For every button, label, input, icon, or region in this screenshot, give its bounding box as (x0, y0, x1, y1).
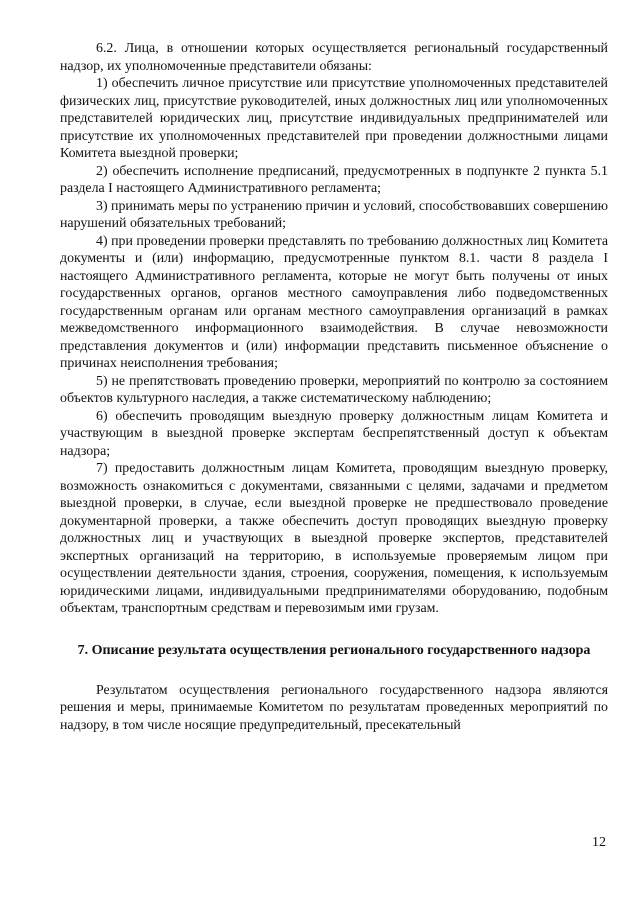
list-item-1: 1) обеспечить личное присутствие или присутствие уполномоченных представителей физических лиц, присутствие руководителей, иных должностных лиц или уполномоченных представителей юридических лиц, присутствие индивидуальных предпринимателей или присутствие их уполномоченных представителей при проведении должностными лицами Комитета выездной проверки; (60, 76, 608, 161)
document-page (60, 40, 608, 734)
list-item-6: 6) обеспечить проводящим выездную проверку должностным лицам Комитета и участвующим в выездной проверке экспертам беспрепятственный доступ к объектам надзора; (60, 408, 608, 459)
list-item-3: 3) принимать меры по устранению причин и условий, способствовавших совершению нарушений обязательных требований; (60, 198, 609, 231)
section-heading: 7. Описание результата осуществления регионального государственного надзора (77, 642, 591, 658)
list-item-2: 2) обеспечить исполнение предписаний, предусмотренных в подпункте 2 пункта 5.1 раздела I настоящего Административного регламента; (60, 163, 608, 196)
paragraph-6-2: 6.2. Лица, в отношении которых осуществляется региональный государственный надзор, их уполномоченные представители обязаны: (60, 41, 608, 74)
list-item-7: 7) предоставить должностным лицам Комитета, проводящим выездную проверку, возможность ознакомиться с документами, связанными с целями, задачами и предметом выездной проверки, в случае, если выездной проверке не предшествовало проведение документарной проверки, а также обеспечить доступ проводящих выездную проверку должностных лиц и участвующих в выездной проверке экспертов, представителей экспертных организаций на территорию, в используемые проверяемым лицом при осуществлении деятельности здания, строения, сооружения, помещения, к используемым юридическими лицами, индивидуальными предпринимателями оборудованию, подобным объектам, транспортным средствам и перевозимым ими грузам. (60, 461, 608, 616)
list-item-5: 5) не препятствовать проведению проверки, мероприятий по контролю за состоянием объектов культурного наследия, а также систематическому наблюдению; (60, 373, 608, 406)
result-paragraph: Результатом осуществления регионального государственного надзора являются решения и меры, принимаемые Комитетом по результатам проведенных мероприятий по надзору, в том числе носящие предупредительный, пресекательный (60, 682, 608, 733)
page-number: 12 (592, 835, 606, 850)
list-item-4: 4) при проведении проверки представлять по требованию должностных лиц Комитета документы и (или) информацию, предусмотренные пунктом 8.1. части 8 раздела I настоящего Административного регламента, которые не могут быть получены от иных государственных органов, органов местного самоуправления либо подведомственных государственным органам или органам местного самоуправления организаций в рамках межведомственного информационного взаимодействия. В случае невозможности представления документов и (или) информации представить письменное объяснение о причинах неисполнения требования; (60, 233, 608, 371)
